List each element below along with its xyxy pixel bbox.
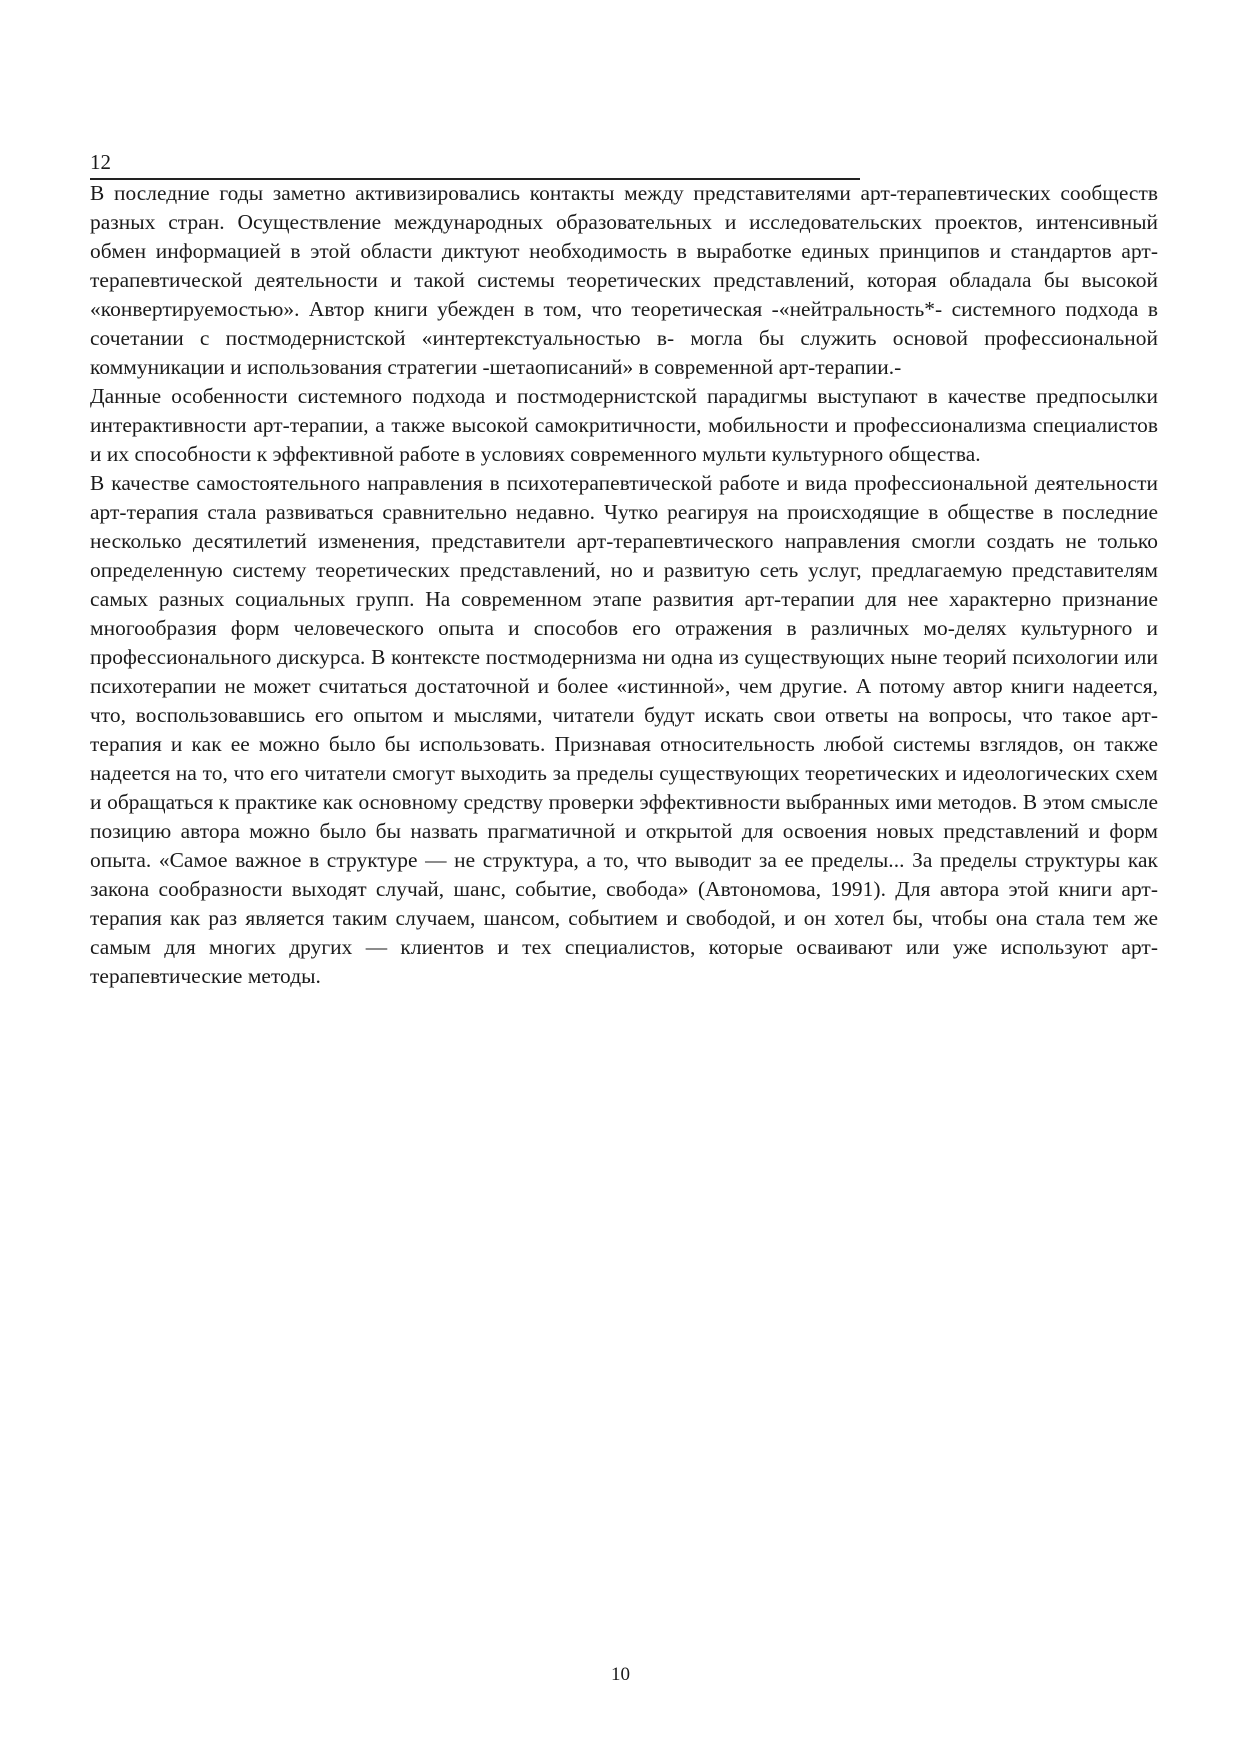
paragraph-1: В последние годы заметно активизировались контакты между представителями арт-терапевтических сообществ разных стран. Осуществление международных образовательных и исследовательских проектов, интенсивный обмен информацией в этой области диктуют необходимость в выработке единых принципов и стандартов арт-терапевтической деятельности и такой системы теоретических представлений, которая обладала бы высокой «конвертируемостью». Автор книги убежден в том, что теоретическая -«нейтральность*- системного подхода в сочетании с постмодернистской «интертекстуальностью в- могла бы служить основой профессиональной коммуникации и использования стратегии -шетаописаний» в современной арт-терапии.- <box>90 181 1158 379</box>
paragraph-3: В качестве самостоятельного направления в психотерапевтической работе и вида профессиональной деятельности арт-терапия стала развиваться сравнительно недавно. Чутко реагируя на происходящие в обществе в последние несколько десятилетий изменения, представители арт-терапевтического направления смогли создать не только определенную систему теоретических представлений, но и развитую сеть услуг, предлагаемую представителям самых разных социальных групп. На современном этапе развития арт-терапии для нее характерно признание многообразия форм человеческого опыта и способов его отражения в различных мо-делях культурного и профессионального дискурса. В контексте постмодернизма ни одна из существующих ныне теорий психологии или психотерапии не может считаться достаточной и более «истинной», чем другие. А потому автор книги надеется, что, воспользовавшись его опытом и мыслями, читатели будут искать свои ответы на вопросы, что такое арт-терапия и как ее можно было бы использовать. Признавая относительность любой системы взглядов, он также надеется на то, что его читатели смогут выходить за пределы существующих теоретических и идеологических схем и обращаться к практике как основному средству проверки эффективности выбранных ими методов. В этом смысле позицию автора можно было бы назвать прагматичной и открытой для освоения новых представлений и форм опыта. «Самое важное в структуре — не структура, а то, что выводит за ее пределы... За пределы структуры как закона сообразности выходят случай, шанс, событие, свобода» (Автономова, 1991). Для автора этой книги арт-терапия как раз является таким случаем, шансом, событием и свободой, и он хотел бы, чтобы она стала тем же самым для многих других — клиентов и тех специалистов, которые осваивают или уже используют арт-терапевтические методы. <box>90 471 1158 988</box>
paragraph-2: Данные особенности системного подхода и постмодернистской парадигмы выступают в качестве предпосылки интерактивности арт-терапии, а также высокой самокритичности, мобильности и профессионализма специалистов и их способности к эффективной работе в условиях современного мульти культурного общества. <box>90 384 1158 466</box>
footer-page-number: 10 <box>611 1664 630 1685</box>
header-page-number: 12 <box>90 150 111 174</box>
body-text <box>90 179 1158 991</box>
